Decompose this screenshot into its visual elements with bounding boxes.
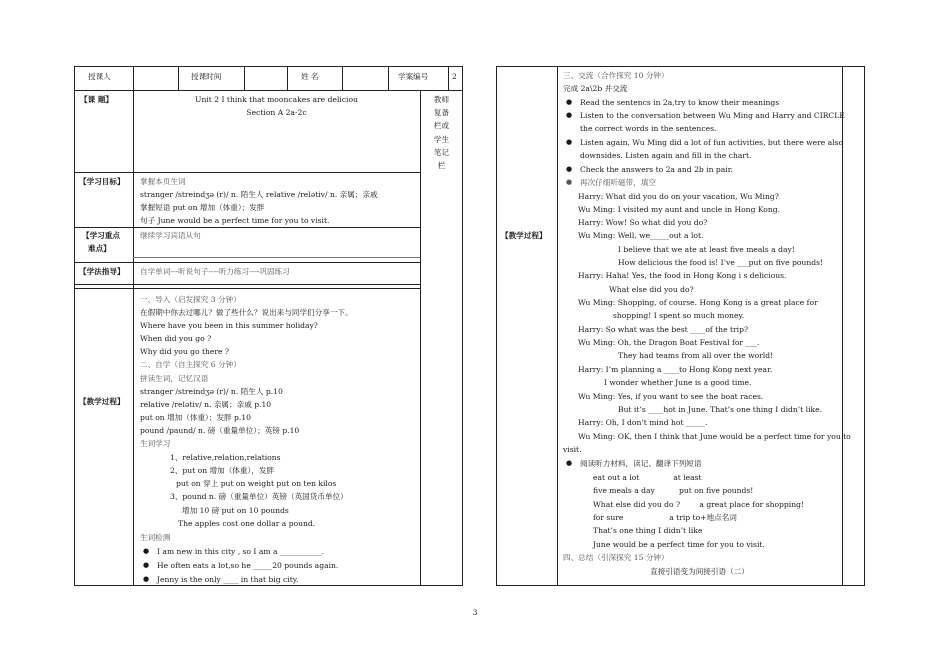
translate-title: ● 阅读听力材料，读记、翻译下列短语 [580, 457, 702, 470]
phrase-line: for sure a trip to+地点名词 [593, 513, 737, 522]
vocab-line: put on 穿上 put on weight put on ten kilos [176, 479, 337, 488]
dialogue-line: Wu Ming: I visited my aunt and uncle in Hong Kong. [578, 205, 781, 214]
process-line: 拼读生词，记忆汉语 [140, 374, 209, 383]
phrase-line: June would be a perfect time for you to visit. [593, 540, 765, 549]
dialogue-line: Wu Ming: OK, then I think that June would be a perfect time for you to [578, 432, 851, 441]
dialogue-line: Wu Ming: Shopping, of course. Hong Kong is a great place for [578, 298, 818, 307]
check-item: ● I am new in this city , so I am a ___________. [157, 545, 324, 558]
key-label-2: 难点】 [88, 244, 111, 253]
phrase-line: eat out a lot at least [593, 473, 702, 482]
goal-line: 掌握本页生词 [140, 177, 186, 186]
topic-section: Section A 2a-2c [246, 108, 307, 117]
vocab-line: The apples cost one dollar a pound. [178, 519, 316, 528]
code-value: 2 [452, 72, 457, 81]
process-line: Why did you go there ? [140, 347, 230, 356]
dialogue-line: shopping! I spent so much money. [613, 311, 745, 320]
process-line: 二、自学（自主探究 6 分钟） [140, 360, 241, 369]
topic-title: Unit 2 I think that mooncakes are deliciou [195, 95, 358, 104]
dialogue-line: Wu Ming: Yes, if you want to see the boat races. [578, 392, 764, 401]
dialogue-line: Wu Ming: Well, we_____out a lot. [578, 231, 704, 240]
time-label: 授课时间 [191, 72, 222, 81]
process-label-right: 【教学过程】 [501, 231, 547, 240]
goal-line: 掌握短语 put on 增加（体重）；发胖 [140, 203, 265, 212]
check-item: ● Jenny is the only ____ in that big city. [157, 573, 298, 586]
vocab-line: 2、put on 增加（体重），发胖 [170, 466, 275, 475]
process-line: 一、导入（启发探究 3 分钟） [140, 295, 241, 304]
name-label: 姓 名 [301, 72, 319, 81]
bullet-item: ● 再次仔细听磁带，填空 [580, 176, 656, 189]
process-line: 在假期中你去过哪儿？做了些什么？说出来与同学们分享一下。 [140, 308, 353, 317]
topic-label: 【课 题】 [80, 95, 114, 104]
vocab-line: 3、pound n. 磅（重量单位）英镑（英国货币单位） [170, 492, 348, 501]
dialogue-line: Harry: I’m planning a ____to Hong Kong next year. [578, 365, 773, 374]
code-label: 学案编号 [398, 72, 429, 81]
process-label-left: 【教学过程】 [79, 397, 125, 406]
dialogue-line: They had teams from all over the world! [618, 351, 774, 360]
process-line: Where have you been in this summer holiday? [140, 321, 318, 330]
dialogue-line: I believe that we ate at least five meals a day! [618, 245, 795, 254]
check-item: ● He often eats a lot,so he _____20 pounds again. [157, 559, 338, 572]
bullet-item-cont: the correct words in the sentences. [580, 124, 717, 133]
process-line: put on 增加（体重）；发胖 p.10 [140, 413, 251, 422]
goal-line: stranger /streindʒə (r)/ n. 陌生人 relative /relətiv/ n. 亲属；亲戚 [140, 190, 378, 199]
exchange-subheading: 完成 2a\2b 并交流 [563, 84, 628, 93]
dialogue-line: Wu Ming: Oh, the Dragon Boat Festival for ___. [578, 338, 760, 347]
goal-line: 句子 June would be a perfect time for you to visit. [140, 216, 330, 225]
notes-column-label: 教师 复备 栏或 学生 笔记 栏 [433, 95, 450, 171]
dialogue-line: visit. [563, 445, 582, 454]
phrase-line: What else did you do ? a great place for shopping! [593, 500, 805, 509]
process-line: 生词学习 [140, 439, 171, 448]
bullet-item: ● Check the answers to 2a and 2b in pair. [580, 163, 733, 176]
bullet-item: ● Listen to the conversation between Wu Ming and Harry and CIRCLE [580, 109, 845, 122]
vocab-line: 增加 10 磅 put on 10 pounds [182, 506, 289, 515]
bullet-item: ● Listen again, Wu Ming did a lot of fun activities, but there were also [580, 136, 843, 149]
dialogue-line: I wonder whether June is a good time. [604, 378, 752, 387]
key-text: 继续学习宾语从句 [140, 231, 201, 240]
teacher-label: 授课人 [88, 72, 111, 81]
dialogue-line: Harry: Wow! So what did you do? [578, 218, 708, 227]
check-title: 生词检测 [140, 533, 171, 542]
summary-heading: 四、总结（引深探究 15 分钟） [563, 553, 669, 562]
dialogue-line: Harry: So what was the best ____of the trip? [578, 325, 749, 334]
process-line: pound /paund/ n. 磅（重量单位）；英镑 p.10 [140, 426, 300, 435]
phrase-line: five meals a day put on five pounds! [593, 486, 754, 495]
bullet-item-cont: downsides. Listen again and fill in the chart. [580, 151, 752, 160]
exchange-heading: 三、交流（合作探究 10 分钟） [563, 71, 669, 80]
method-label: 【学法指导】 [79, 267, 125, 276]
vocab-line: 1、relative,relation,relations [170, 453, 281, 462]
dialogue-line: What else did you do? [609, 285, 694, 294]
process-line: stranger /streindʒə (r)/ n. 陌生人 p.10 [140, 387, 283, 396]
dialogue-line: Harry: What did you do on your vacation, Wu Ming? [578, 192, 779, 201]
process-line: When did you go ? [140, 334, 212, 343]
goal-label: 【学习目标】 [79, 177, 125, 186]
dialogue-line: Harry: Oh, I don’t mind hot _____. [578, 418, 708, 427]
bullet-item: ● Read the sentencs in 2a,try to know their meanings [580, 96, 779, 109]
dialogue-line: How delicious the food is! I’ve ___put on five pounds! [618, 258, 824, 267]
dialogue-line: But it’s ____hot in June. That’s one thing I didn’t like. [618, 405, 823, 414]
key-label: 【学习重点 [82, 231, 120, 240]
page-number: 3 [472, 608, 478, 617]
process-line: relative /relətiv/ n. 亲属；亲戚 p.10 [140, 400, 272, 409]
method-text: 自学单词---听说句子----听力练习----巩固练习 [140, 267, 290, 276]
dialogue-line: Harry: Haha! Yes, the food in Hong Kong i s delicious. [578, 271, 787, 280]
phrase-line: That’s one thing I didn’t like [593, 526, 703, 535]
summary-subheading: 直接引语变为间接引语（二） [650, 567, 749, 576]
